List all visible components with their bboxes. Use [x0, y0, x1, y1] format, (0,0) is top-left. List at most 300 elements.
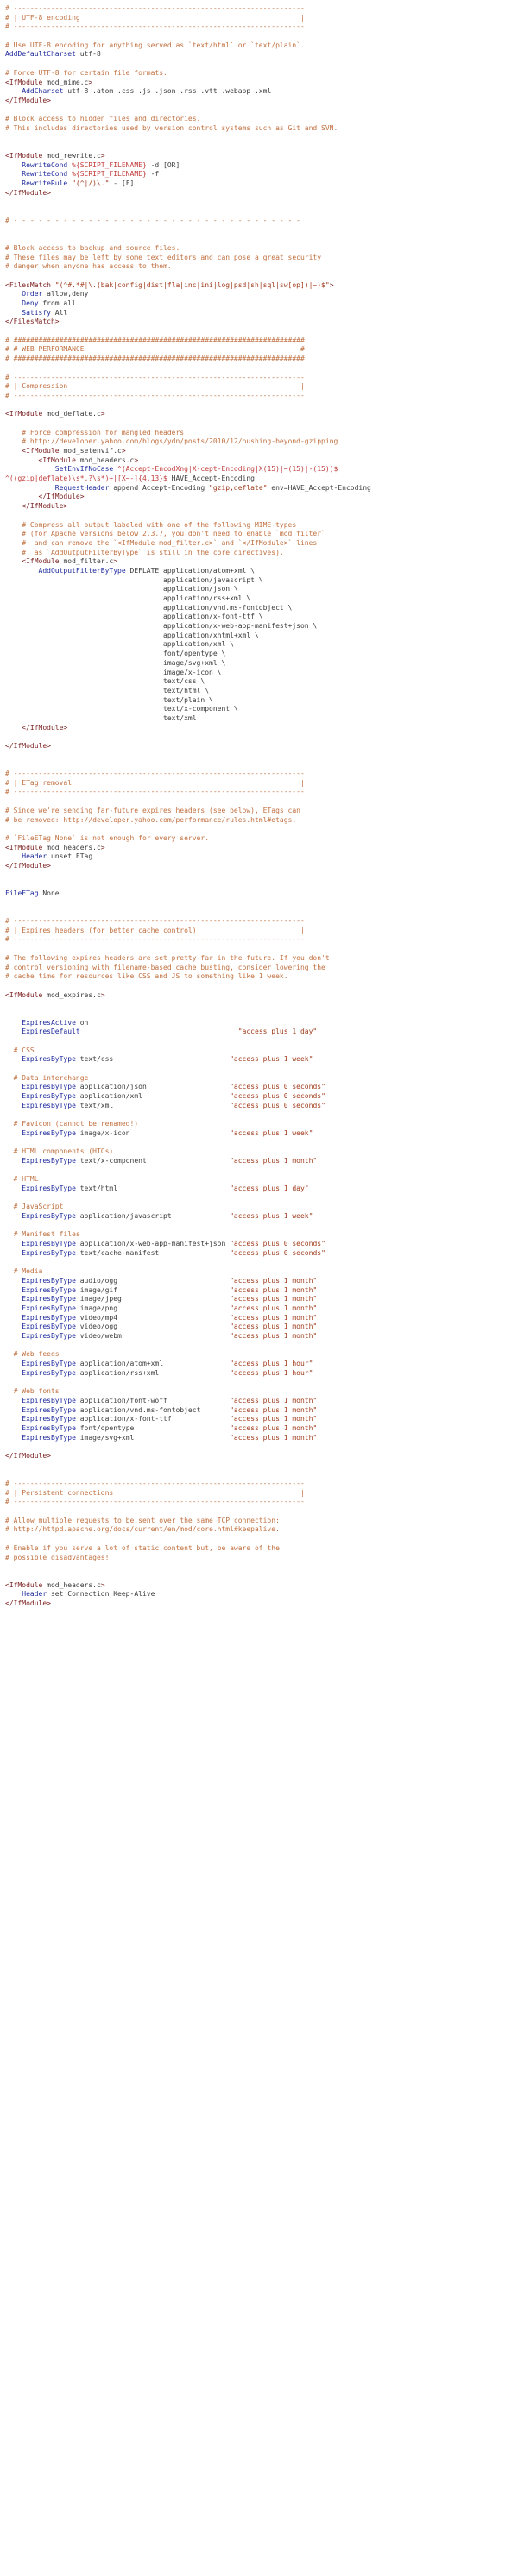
code-line — [5, 226, 518, 236]
code-line — [5, 1222, 518, 1231]
code-token: # cache time for resources like CSS and JS to something like 1 week. — [5, 972, 288, 981]
code-token: <IfModule — [5, 843, 43, 851]
code-token — [5, 1240, 22, 1247]
code-token — [5, 1092, 22, 1100]
code-token: ExpiresByType — [22, 1368, 76, 1377]
code-token: "access plus 1 month" — [230, 1304, 318, 1312]
code-line — [5, 41, 518, 51]
code-token — [5, 1286, 22, 1294]
code-token — [5, 87, 22, 95]
code-line — [5, 106, 518, 116]
code-line — [5, 14, 518, 23]
code-token: ExpiresByType — [22, 1212, 76, 1221]
code-token: mod_setenvif.c — [59, 447, 122, 455]
code-token: # | UTF-8 encoding | — [5, 13, 305, 22]
code-line — [5, 1434, 518, 1443]
code-token: -f — [146, 170, 160, 179]
code-line — [5, 374, 518, 383]
code-line — [5, 142, 518, 152]
code-token: "access plus 0 seconds" — [230, 1101, 325, 1109]
code-token: "access plus 1 month" — [230, 1423, 318, 1432]
code-line — [5, 991, 518, 1001]
code-token: application/vnd.ms-fontobject \ — [5, 603, 293, 612]
code-token: <FilesMatch — [5, 280, 51, 289]
code-token: # | Expires headers (for better cache control) | — [5, 926, 305, 934]
code-token: AddCharset — [22, 87, 64, 96]
code-token: application/x-font-ttf \ — [5, 613, 263, 621]
code-line — [5, 899, 518, 908]
code-line — [5, 97, 518, 106]
code-line — [5, 788, 518, 797]
code-line — [5, 152, 518, 161]
code-line — [5, 1554, 518, 1563]
code-token: ExpiresByType — [22, 1083, 76, 1091]
code-line — [5, 576, 518, 586]
code-token: "access plus 1 day" — [237, 1027, 318, 1036]
code-token: image/svg+xml \ — [5, 658, 226, 667]
code-token: # ---------------------------------------------------------------------- — [5, 917, 305, 926]
code-token: text/xml — [5, 713, 197, 722]
code-token: # Block access to hidden files and directories. — [5, 115, 201, 123]
code-token: ^((gzip|deflate)\s*,?\s*)+|[X~-]{4,13}$ — [5, 474, 167, 483]
code-token: RewriteCond — [22, 160, 68, 169]
code-token: mod_filter.c — [59, 557, 114, 566]
code-line — [5, 281, 518, 291]
code-line — [5, 327, 518, 336]
code-token: # Enable if you serve a lot of static content but, be aware of the — [5, 1543, 280, 1552]
code-token: "access plus 0 seconds" — [230, 1248, 325, 1257]
code-token: # Compress all output labeled with one of the following MIME-types — [5, 520, 297, 529]
code-token: # These files may be left by some text editors and can pose a great security — [5, 253, 322, 261]
code-line — [5, 392, 518, 401]
code-token: RequestHeader — [54, 483, 110, 492]
code-line — [5, 1147, 518, 1157]
code-token — [5, 447, 22, 455]
code-token: mod_rewrite.c — [42, 152, 101, 160]
code-line — [5, 751, 518, 761]
code-token — [5, 1406, 22, 1414]
code-token: "access plus 1 hour" — [230, 1360, 313, 1368]
code-token: # Force UTF-8 for certain file formats. — [5, 68, 167, 77]
code-token: video/webm — [75, 1332, 231, 1340]
code-token: </IfModule> — [5, 1451, 51, 1460]
code-token: "access plus 1 week" — [230, 1055, 313, 1064]
code-line — [5, 669, 518, 678]
code-line — [5, 770, 518, 779]
code-line — [5, 437, 518, 447]
code-token: </IfModule> — [38, 493, 85, 501]
code-token: application/xhtml+xml \ — [5, 631, 259, 639]
code-line — [5, 1194, 518, 1203]
code-token: "access plus 1 month" — [230, 1396, 318, 1404]
code-token: # danger when anyone has access to them. — [5, 262, 172, 271]
code-line — [5, 816, 518, 826]
code-token: image/x-icon \ — [5, 668, 222, 676]
code-line — [5, 1019, 518, 1028]
code-token: Satisfy — [22, 308, 51, 317]
code-line — [5, 1249, 518, 1259]
code-line — [5, 1517, 518, 1526]
code-token: set Connection Keep-Alive — [47, 1590, 155, 1599]
code-token: # and can remove the `<IfModule mod_filter.c>` and `</IfModule>` lines — [5, 538, 318, 547]
code-line — [5, 1230, 518, 1240]
code-token — [5, 1019, 22, 1027]
code-token: ExpiresByType — [22, 1248, 76, 1257]
code-token: # http://developer.yahoo.com/blogs/ydn/posts/2010/12/pushing-beyond-gzipping — [5, 437, 338, 446]
code-line — [5, 465, 518, 474]
code-token: Order — [22, 290, 43, 298]
code-line — [5, 732, 518, 742]
code-token: text/css — [75, 1055, 231, 1064]
code-token: "access plus 1 week" — [230, 1128, 313, 1137]
code-token: "access plus 0 seconds" — [230, 1092, 325, 1101]
code-line — [5, 1498, 518, 1507]
code-line — [5, 60, 518, 69]
code-token — [5, 170, 22, 178]
code-token: # The following expires headers are set pretty far in the future. If you don't — [5, 953, 330, 962]
code-token: image/jpeg — [75, 1295, 231, 1304]
code-token: > — [100, 843, 105, 851]
code-token: ExpiresByType — [22, 1128, 76, 1137]
code-token: application/vnd.ms-fontobject — [75, 1405, 231, 1414]
code-line — [5, 825, 518, 834]
code-line — [5, 982, 518, 991]
code-token: audio/ogg — [75, 1276, 231, 1285]
code-token: ExpiresByType — [22, 1156, 76, 1165]
code-token: ExpiresByType — [22, 1240, 76, 1248]
code-line — [5, 742, 518, 751]
code-token: # http://httpd.apache.org/docs/current/en/mod/core.html#keepalive. — [5, 1525, 280, 1534]
code-line — [5, 1286, 518, 1296]
code-token: ExpiresActive — [22, 1018, 76, 1027]
code-line — [5, 1442, 518, 1452]
code-token: FileETag — [5, 889, 39, 897]
code-token: mod_expires.c — [42, 990, 101, 999]
code-token: application/x-web-app-manifest+json — [75, 1240, 231, 1248]
code-line — [5, 419, 518, 429]
code-line — [5, 1267, 518, 1277]
code-line — [5, 1387, 518, 1397]
code-token: <IfModule — [22, 557, 60, 566]
code-line — [5, 677, 518, 687]
code-token: ExpiresByType — [22, 1415, 76, 1423]
code-token: application/json \ — [5, 585, 238, 594]
code-token: from all — [38, 299, 76, 307]
code-token: "access plus 1 month" — [230, 1332, 318, 1340]
code-line — [5, 364, 518, 374]
code-line — [5, 530, 518, 539]
code-token: # # WEB PERFORMANCE # — [5, 345, 305, 354]
code-line — [5, 908, 518, 917]
code-line — [5, 456, 518, 466]
code-line — [5, 1599, 518, 1609]
code-token: </IfModule> — [22, 723, 68, 732]
code-token: mod_headers.c — [75, 456, 135, 464]
code-token: utf-8 .atom .css .js .json .rss .vtt .webapp .xml — [63, 87, 272, 96]
code-line — [5, 1184, 518, 1194]
code-token: > — [134, 456, 139, 464]
code-token: "access plus 1 month" — [230, 1313, 318, 1322]
code-line — [5, 1277, 518, 1286]
code-line — [5, 355, 518, 364]
code-token: > — [329, 280, 334, 289]
code-token: ExpiresByType — [22, 1304, 76, 1312]
code-token: # | Compression | — [5, 382, 305, 391]
code-token: Header — [22, 852, 47, 861]
code-token: env=HAVE_Accept-Encoding — [267, 483, 371, 492]
code-line — [5, 1212, 518, 1222]
code-token — [5, 1314, 22, 1322]
code-token: <IfModule — [22, 447, 60, 455]
code-line — [5, 1507, 518, 1517]
code-line — [5, 1092, 518, 1102]
code-token: "access plus 1 month" — [230, 1323, 318, 1331]
code-line — [5, 696, 518, 706]
code-token — [5, 557, 22, 565]
code-token: # Use UTF-8 encoding for anything served as `text/html` or `text/plain`. — [5, 41, 305, 49]
code-token: Deny — [22, 299, 39, 307]
code-token: # | ETag removal | — [5, 778, 305, 787]
code-token: ExpiresByType — [22, 1055, 76, 1064]
code-token: # This includes directories used by version control systems such as Git and SVN. — [5, 123, 338, 132]
code-token: # | Persistent connections | — [5, 1488, 305, 1497]
code-line — [5, 447, 518, 456]
code-line — [5, 134, 518, 143]
code-token: AddOutputFilterByType — [38, 566, 126, 575]
code-token: # as `AddOutputFilterByType` is still in the core directives). — [5, 548, 284, 556]
code-line — [5, 862, 518, 871]
code-token: </IfModule> — [5, 1599, 51, 1607]
code-token: # Web fonts — [5, 1387, 60, 1396]
code-token: # ---------------------------------------------------------------------- — [5, 373, 305, 381]
code-line — [5, 1480, 518, 1489]
code-token — [5, 1184, 22, 1192]
code-line — [5, 336, 518, 346]
code-line — [5, 1166, 518, 1176]
code-token: text/xml — [75, 1101, 231, 1109]
code-line — [5, 69, 518, 79]
code-token: # JavaScript — [5, 1203, 64, 1211]
code-token: <IfModule — [38, 456, 76, 464]
code-line — [5, 1083, 518, 1092]
code-line — [5, 807, 518, 816]
code-token: > — [100, 152, 105, 160]
code-token — [5, 456, 39, 464]
code-token: application/javascript \ — [5, 575, 263, 584]
code-line — [5, 290, 518, 299]
code-line — [5, 1027, 518, 1037]
code-line — [5, 724, 518, 733]
code-line — [5, 1590, 518, 1599]
code-token — [5, 1212, 22, 1220]
code-token: application/x-font-ttf — [75, 1415, 231, 1423]
code-token: "access plus 1 hour" — [230, 1368, 313, 1377]
code-token: video/mp4 — [75, 1313, 231, 1322]
code-line — [5, 179, 518, 189]
code-token — [5, 493, 39, 500]
code-token: All — [50, 308, 68, 317]
code-line — [5, 687, 518, 696]
code-token: ExpiresByType — [22, 1323, 76, 1331]
code-token: Header — [22, 1590, 47, 1599]
code-line — [5, 502, 518, 512]
code-line — [5, 521, 518, 531]
code-token: > — [113, 557, 118, 566]
code-token: text/html \ — [5, 686, 210, 694]
code-line — [5, 50, 518, 60]
code-token: # HTML — [5, 1175, 39, 1184]
code-token: "(^#.*#|\.(bak|config|dist|fla|inc|ini|log|psd|sh|sql|sw[op])|~)$" — [50, 280, 330, 289]
code-token: ExpiresByType — [22, 1423, 76, 1432]
code-token: application/atom+xml — [75, 1360, 231, 1368]
code-token: text/plain \ — [5, 695, 213, 704]
code-line — [5, 1009, 518, 1019]
code-line — [5, 1415, 518, 1424]
code-line — [5, 1157, 518, 1166]
code-token — [5, 290, 22, 298]
code-line — [5, 79, 518, 88]
code-line — [5, 650, 518, 659]
code-line — [5, 1175, 518, 1184]
code-line — [5, 1350, 518, 1360]
code-line — [5, 844, 518, 853]
code-line — [5, 1360, 518, 1369]
code-line — [5, 935, 518, 945]
code-token: image/gif — [75, 1285, 231, 1294]
code-token: application/rss+xml — [75, 1368, 231, 1377]
code-token: </IfModule> — [5, 96, 51, 104]
code-line — [5, 1203, 518, 1212]
code-line — [5, 1046, 518, 1056]
code-token: # HTML components (HTCs) — [5, 1147, 114, 1156]
code-line — [5, 512, 518, 521]
code-line — [5, 539, 518, 549]
code-token: "access plus 1 month" — [230, 1276, 318, 1285]
code-token: # CSS — [5, 1046, 35, 1054]
code-line — [5, 964, 518, 973]
code-token: "access plus 1 month" — [230, 1415, 318, 1423]
code-token: mod_headers.c — [42, 1580, 101, 1589]
code-line — [5, 1065, 518, 1074]
code-line — [5, 244, 518, 254]
code-line — [5, 1572, 518, 1581]
code-line — [5, 1369, 518, 1379]
code-token — [5, 484, 55, 492]
code-line — [5, 927, 518, 936]
code-token: # Manifest files — [5, 1230, 80, 1239]
code-token: - [F] — [109, 179, 135, 188]
code-token — [5, 1369, 22, 1377]
code-line — [5, 954, 518, 964]
code-token: # - - - - - - - - - - - - - - - - - - - - - - - - - - - - - - - - - - - — [5, 216, 300, 224]
code-token — [5, 724, 22, 732]
code-line — [5, 1461, 518, 1471]
code-line — [5, 613, 518, 622]
code-token: allow,deny — [42, 290, 89, 298]
code-token: None — [38, 889, 60, 897]
code-line — [5, 345, 518, 355]
code-line — [5, 871, 518, 881]
code-token: # Allow multiple requests to be sent over the same TCP connection: — [5, 1516, 280, 1524]
code-line — [5, 1139, 518, 1148]
code-token: > — [121, 447, 126, 455]
code-line — [5, 604, 518, 613]
code-line — [5, 549, 518, 558]
code-token: ExpiresByType — [22, 1433, 76, 1442]
code-token — [5, 1397, 22, 1404]
code-token: text/html — [75, 1184, 231, 1192]
code-token: # ---------------------------------------------------------------------- — [5, 1480, 305, 1487]
code-line — [5, 1544, 518, 1554]
code-token: # ---------------------------------------------------------------------- — [5, 770, 305, 778]
code-token — [5, 1027, 22, 1035]
code-token: # (for Apache versions below 2.3.7, you don't need to enable `mod_filter` — [5, 530, 325, 538]
code-token — [5, 1424, 22, 1432]
code-token — [5, 1157, 22, 1165]
code-line — [5, 299, 518, 309]
code-line — [5, 254, 518, 263]
code-line — [5, 1562, 518, 1572]
code-token: ExpiresByType — [22, 1360, 76, 1368]
code-token: on — [75, 1018, 89, 1027]
code-token: ExpiresByType — [22, 1313, 76, 1322]
code-token: application/json — [75, 1083, 231, 1091]
code-line — [5, 1120, 518, 1129]
code-token: "access plus 0 seconds" — [230, 1083, 325, 1091]
code-token: ^(Accept-EncodXng|X-cept-Encoding|X(15)|~(15)|-(15))$ — [113, 465, 338, 474]
code-token — [5, 309, 22, 317]
code-token: "access plus 1 month" — [230, 1285, 318, 1294]
code-token: > — [100, 1580, 105, 1589]
code-token: text/cache-manifest — [75, 1248, 231, 1257]
code-token: -d [OR] — [146, 160, 180, 169]
code-token: application/font-woff — [75, 1396, 231, 1404]
code-line — [5, 659, 518, 669]
code-token — [5, 1249, 22, 1257]
code-token: font/opentype \ — [5, 650, 226, 658]
code-line — [5, 594, 518, 604]
code-token: ExpiresByType — [22, 1276, 76, 1285]
code-line — [5, 834, 518, 844]
code-token: application/javascript — [75, 1212, 231, 1221]
code-line — [5, 760, 518, 770]
code-token: video/ogg — [75, 1323, 231, 1331]
code-line — [5, 207, 518, 217]
code-token: mod_deflate.c — [42, 410, 101, 418]
code-token: image/svg+xml — [75, 1433, 231, 1442]
code-line — [5, 401, 518, 411]
code-token: # Block access to backup and source files. — [5, 243, 180, 252]
code-token: ExpiresByType — [22, 1396, 76, 1404]
code-token: "access plus 1 week" — [230, 1212, 313, 1221]
code-token: ExpiresDefault — [22, 1027, 80, 1036]
code-token: # Data interchange — [5, 1073, 89, 1082]
code-token: # be removed: http://developer.yahoo.com/performance/rules.html#etags. — [5, 815, 297, 824]
code-token: "access plus 0 seconds" — [230, 1240, 325, 1248]
code-line — [5, 262, 518, 272]
code-token: "access plus 1 month" — [230, 1405, 318, 1414]
code-line — [5, 4, 518, 14]
code-token: "(^|/)\." — [67, 179, 110, 188]
code-token — [80, 1027, 238, 1035]
code-token — [5, 465, 55, 473]
code-token — [5, 1590, 22, 1598]
code-line — [5, 640, 518, 650]
code-token: <IfModule — [5, 410, 43, 418]
code-token: "access plus 1 month" — [230, 1156, 318, 1165]
code-token: # `FileETag None` is not enough for every server. — [5, 833, 210, 842]
code-token: # ---------------------------------------------------------------------- — [5, 391, 305, 399]
